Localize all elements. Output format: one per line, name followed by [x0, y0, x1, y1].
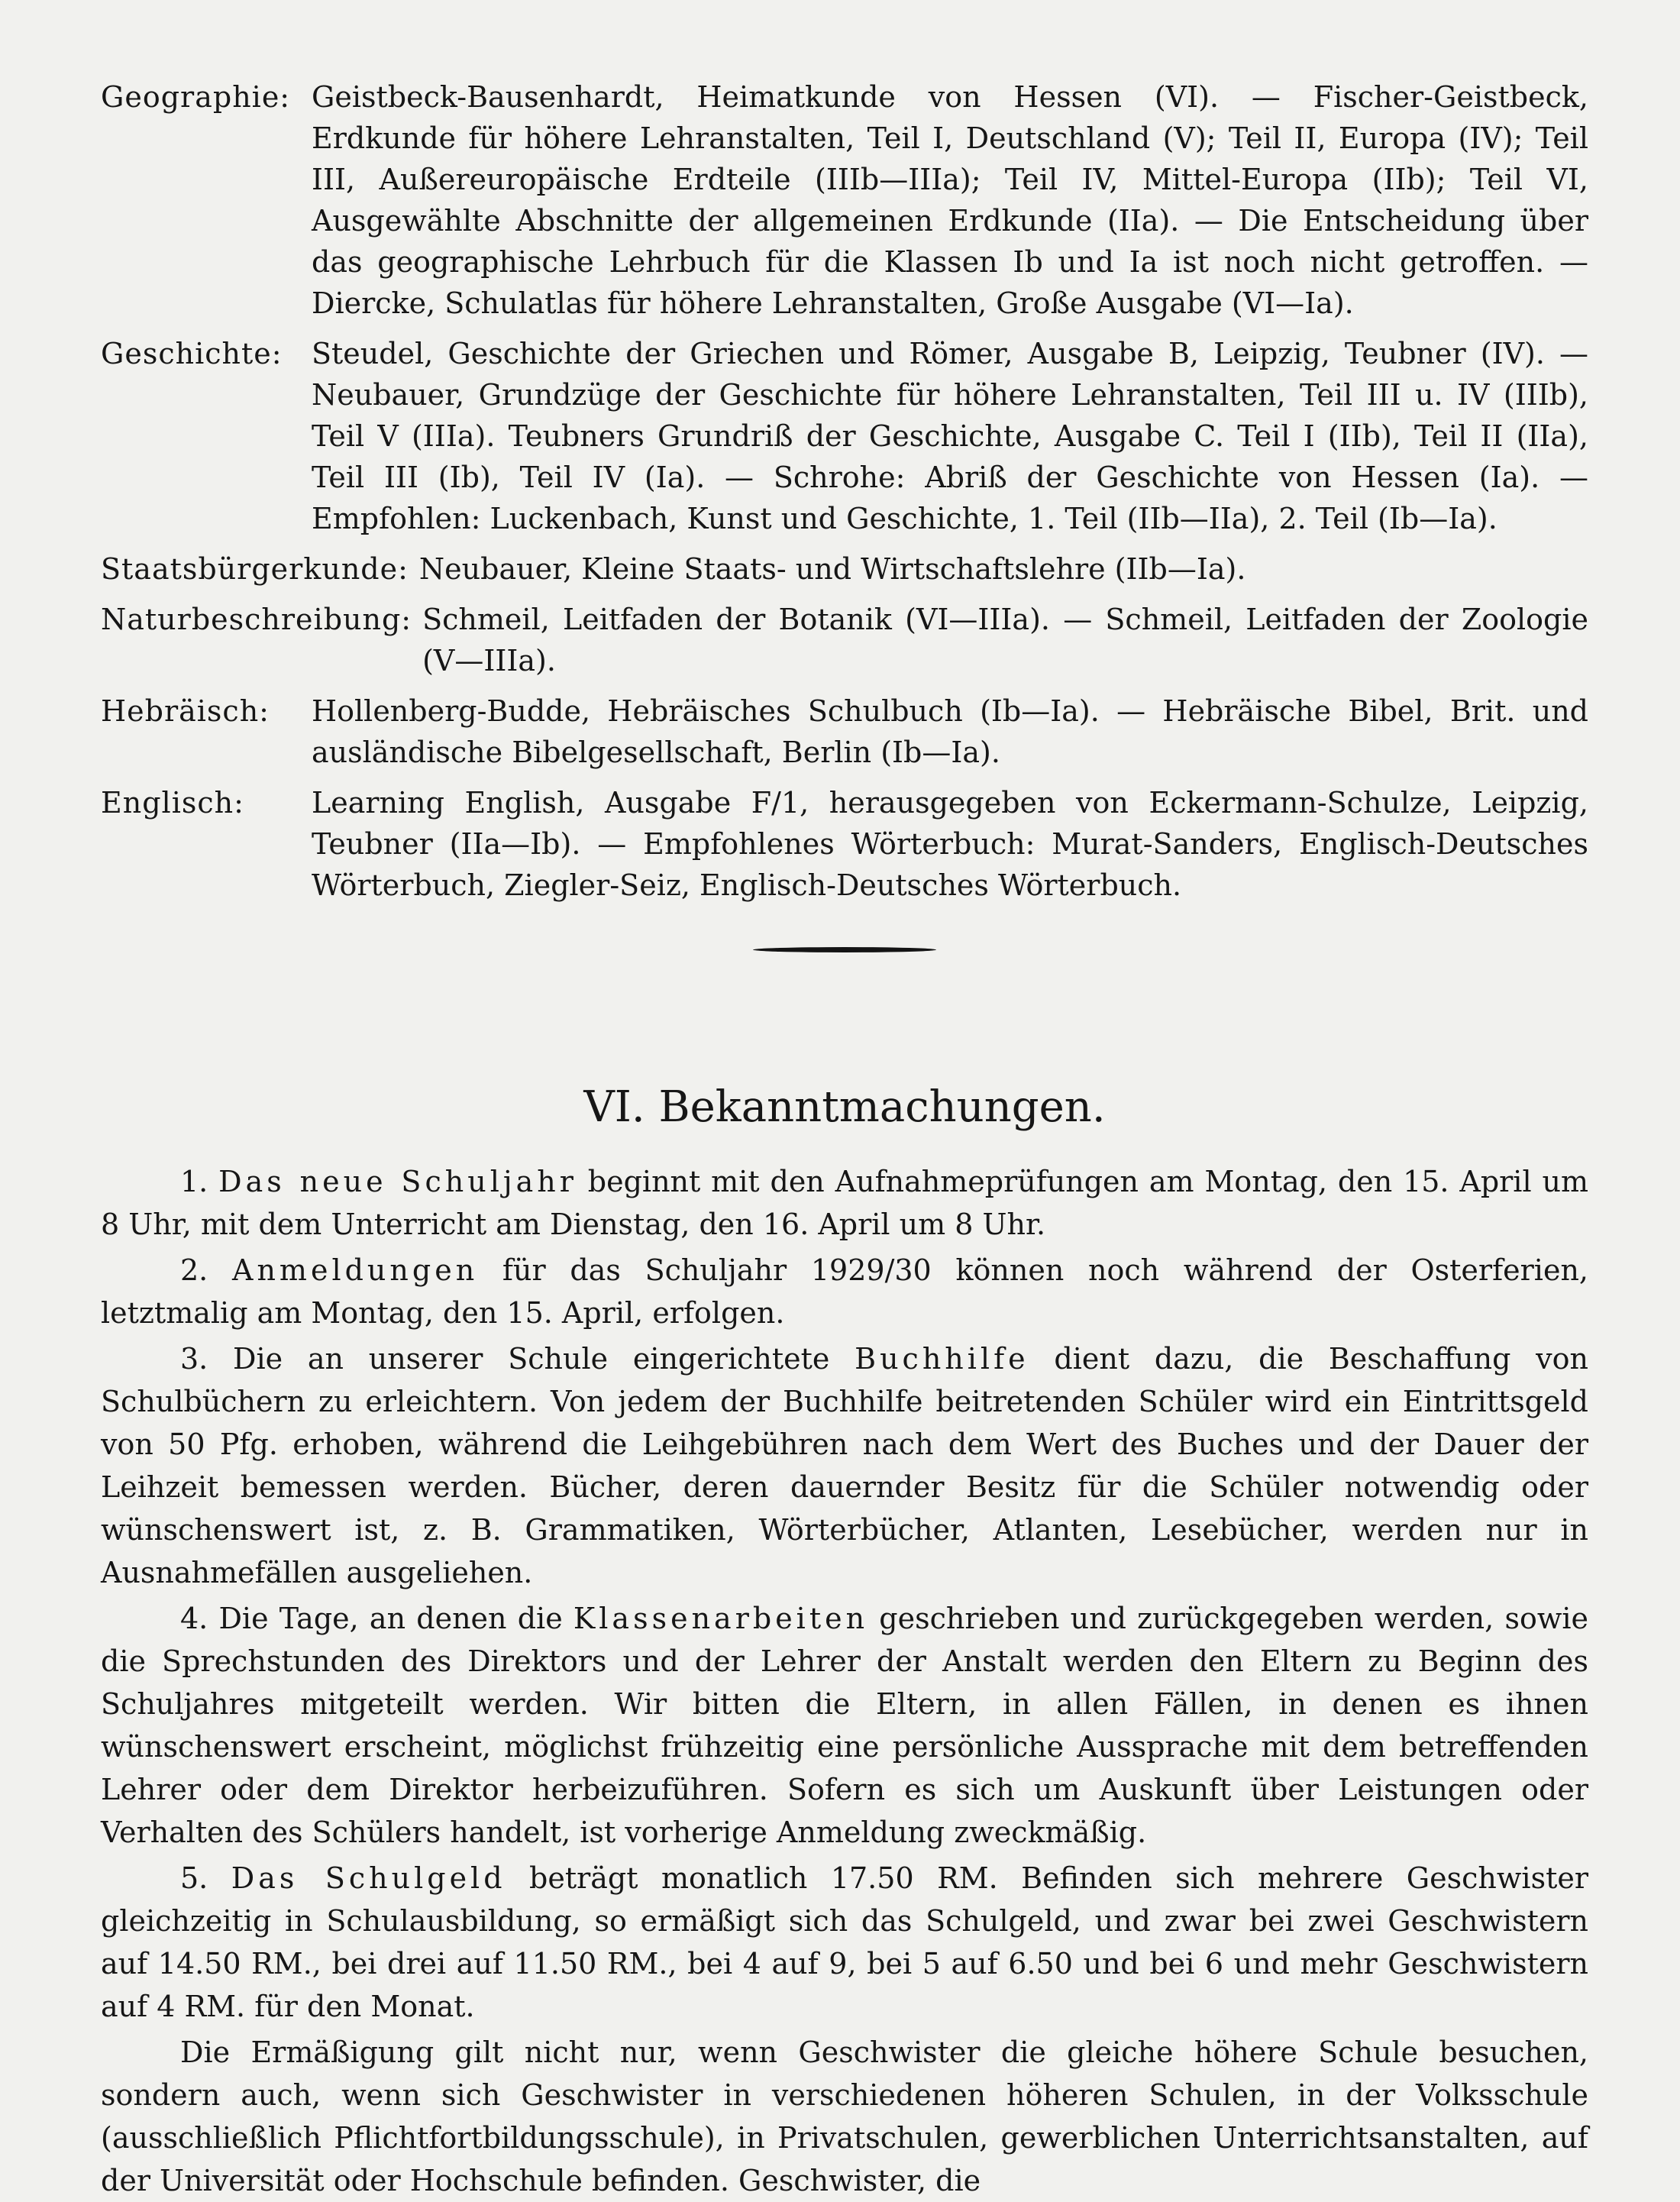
- section-divider: [753, 947, 936, 952]
- entry-subject: Naturbeschreibung:: [101, 603, 412, 636]
- entry-text: Geistbeck-Bausenhardt, Heimatkunde von Hessen (VI). — Fischer-Geistbeck, Erdkunde für höhere Lehranstalten, Teil I, Deutschland (V); Teil II, Europa (IV); Teil III, Außereuropäische Erdteile (IIIb—IIIa); Teil IV, Mittel-Europa (IIb); Teil VI, Ausgewählte Abschnitte der allgemeinen Erdkunde (IIa). — Die Entscheidung über das geographische Lehrbuch für die Klassen Ib und Ia ist noch nicht getroffen. — Diercke, Schulatlas für höhere Lehranstalten, Große Ausgabe (VI—Ia).: [312, 80, 1588, 320]
- paragraph-1: [101, 1160, 1588, 1246]
- section-title: VI. Bekanntmachungen.: [583, 1082, 1106, 1132]
- entry-text: Hollenberg-Budde, Hebräisches Schulbuch (Ib—Ia). — Hebräische Bibel, Brit. und ausländische Bibelgesellschaft, Berlin (Ib—Ia).: [312, 694, 1588, 769]
- paragraph-body: für das Schuljahr 1929/30 können noch während der Osterferien, letztmalig am Montag, den 15. April, erfolgen.: [101, 1253, 1588, 1330]
- entry-subject: Geschichte:: [101, 337, 283, 370]
- entry-text: Steudel, Geschichte der Griechen und Römer, Ausgabe B, Leipzig, Teubner (IV). — Neubauer, Grundzüge der Geschichte für höhere Lehranstalten, Teil III u. IV (IIIb), Teil V (IIIa). Teubners Grundriß der Geschichte, Ausgabe C. Teil I (IIb), Teil II (IIa), Teil III (Ib), Teil IV (Ia). — Schrohe: Abriß der Geschichte von Hessen (Ia). — Empfohlen: Luckenbach, Kunst und Geschichte, 1. Teil (IIb—IIa), 2. Teil (Ib—Ia).: [312, 337, 1588, 535]
- entry-text: Neubauer, Kleine Staats- und Wirtschaftslehre (IIb—Ia).: [418, 552, 1246, 586]
- paragraph-6: [101, 2031, 1588, 2202]
- entry-text: Learning English, Ausgabe F/1, herausgegeben von Eckermann-Schulze, Leipzig, Teubner (IIa—Ib). — Empfohlenes Wörterbuch: Murat-Sanders, Englisch-Deutsches Wörterbuch, Ziegler-Seiz, Englisch-Deutsches Wörterbuch.: [312, 786, 1588, 902]
- entry-subject: Englisch:: [101, 786, 244, 820]
- entry-subject: Geographie:: [101, 80, 291, 114]
- entry-naturbeschreibung: [101, 599, 1588, 681]
- entry-staatsbuergerkunde: [101, 548, 1588, 590]
- paragraph-keyword: Klassenarbeiten: [573, 1602, 869, 1635]
- entry-englisch: [101, 782, 1588, 906]
- paragraph-lead: 4. Die Tage, an denen die: [180, 1602, 573, 1635]
- paragraph-body: Die Ermäßigung gilt nicht nur, wenn Geschwister die gleiche höhere Schule besuchen, sondern auch, wenn sich Geschwister in verschiedenen höheren Schulen, in der Volksschule (ausschließlich Pflichtfortbildungsschule), in Privatschulen, gewerblichen Unterrichtsanstalten, auf der Universität oder Hochschule befinden. Geschwister, die: [101, 2035, 1588, 2197]
- paragraph-lead: 3. Die an unserer Schule eingerichtete: [180, 1342, 855, 1376]
- paragraph-5: [101, 1857, 1588, 2028]
- paragraph-body: geschrieben und zurückgegeben werden, sowie die Sprechstunden des Direktors und der Lehrer der Anstalt werden den Eltern zu Beginn des Schuljahres mitgeteilt werden. Wir bitten die Eltern, in allen Fällen, in denen es ihnen wünschenswert erscheint, möglichst frühzeitig eine persönliche Aussprache mit dem betreffenden Lehrer oder dem Direktor herbeizuführen. Sofern es sich um Auskunft über Leistungen oder Verhalten des Schülers handelt, ist vorherige Anmeldung zweckmäßig.: [101, 1602, 1588, 1849]
- entry-text: Schmeil, Leitfaden der Botanik (VI—IIIa). — Schmeil, Leitfaden der Zoologie (V—IIIa).: [422, 603, 1588, 677]
- entry-subject: Staatsbürgerkunde:: [101, 552, 409, 586]
- paragraph-2: [101, 1249, 1588, 1334]
- paragraph-4: [101, 1597, 1588, 1854]
- paragraph-lead: 5.: [180, 1861, 231, 1895]
- paragraph-keyword: Das Schulgeld: [231, 1861, 506, 1895]
- paragraph-lead: 1.: [180, 1165, 219, 1198]
- paragraph-3: [101, 1337, 1588, 1594]
- paragraph-keyword: Buchhilfe: [855, 1342, 1029, 1376]
- paragraph-keyword: Anmeldungen: [232, 1253, 479, 1287]
- entry-subject: Hebräisch:: [101, 694, 270, 728]
- entry-hebraeisch: [101, 690, 1588, 773]
- paragraph-body: beginnt mit den Aufnahmeprüfungen am Montag, den 15. April um 8 Uhr, mit dem Unterricht am Dienstag, den 16. April um 8 Uhr.: [101, 1165, 1588, 1241]
- paragraph-lead: 2.: [180, 1253, 233, 1287]
- paragraph-body: beträgt monatlich 17.50 RM. Befinden sich mehrere Geschwister gleichzeitig in Schulausbildung, so ermäßigt sich das Schulgeld, und zwar bei zwei Geschwistern auf 14.50 RM., bei drei auf 11.50 RM., bei 4 auf 9, bei 5 auf 6.50 und bei 6 und mehr Geschwistern auf 4 RM. für den Monat.: [101, 1861, 1588, 2023]
- entry-geschichte: [101, 333, 1588, 539]
- paragraph-keyword: Das neue Schuljahr: [218, 1165, 577, 1198]
- paragraph-body: dient dazu, die Beschaffung von Schulbüchern zu erleichtern. Von jedem der Buchhilfe beitretenden Schüler wird ein Eintrittsgeld von 50 Pfg. erhoben, während die Leihgebühren nach dem Wert des Buches und der Dauer der Leihzeit bemessen werden. Bücher, deren dauernder Besitz für die Schüler notwendig oder wünschenswert ist, z. B. Grammatiken, Wörterbücher, Atlanten, Lesebücher, werden nur in Ausnahmefällen ausgeliehen.: [101, 1342, 1588, 1589]
- entry-geographie: [101, 76, 1588, 324]
